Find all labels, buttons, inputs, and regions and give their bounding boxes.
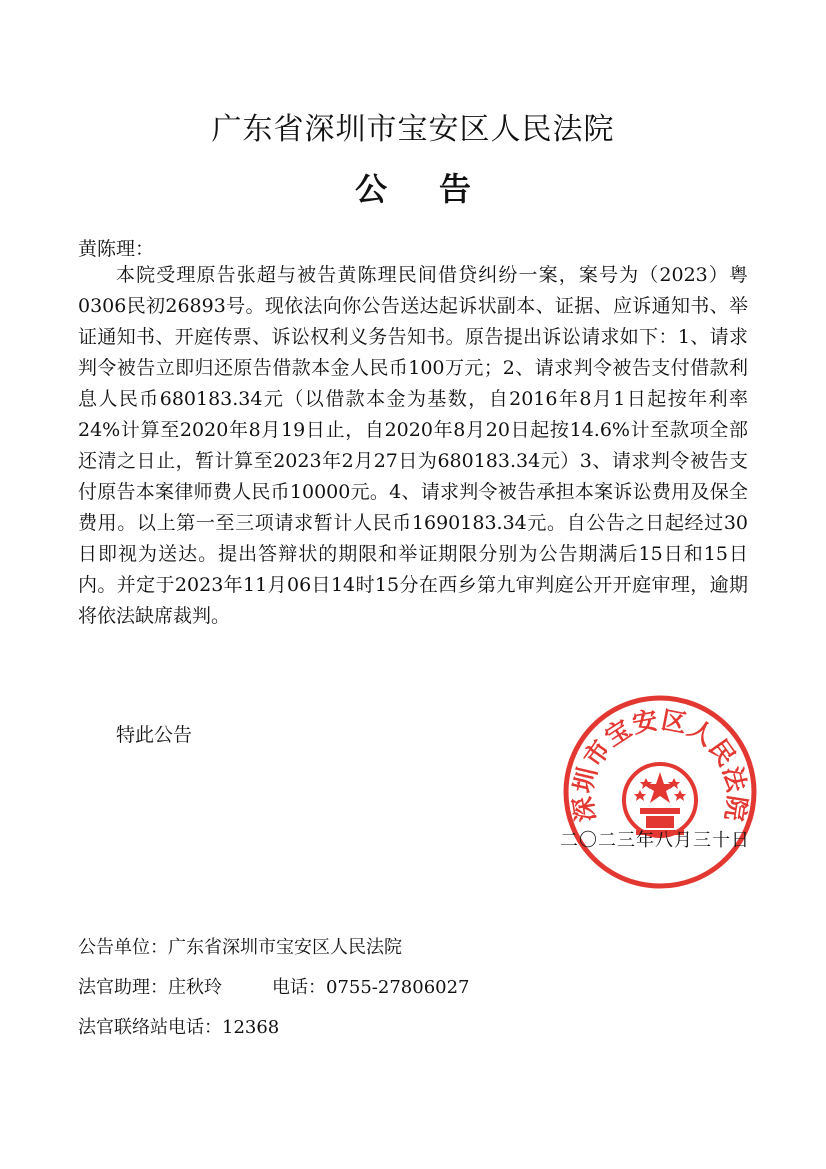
addressee: 黄陈理： — [78, 238, 155, 260]
assistant-contact-line — [78, 973, 470, 999]
notice-title-char-1: 公 — [354, 170, 387, 208]
notice-body: 本院受理原告张超与被告黄陈理民间借贷纠纷一案，案号为（2023）粤0306民初26893号。现依法向你公告送达起诉状副本、证据、应诉通知书、举证通知书、开庭传票、诉讼权利义务告知书。原告提出诉讼请求如下：1、请求判令被告立即归还原告借款本金人民币100万元；2、请求判令被告支付借款利息人民币680183.34元（以借款本金为基数，自2016年8月1日起按年利率24%计算至2020年8月19日止，自2020年8月20日起按14.6%计至款项全部还清之日止，暂计算至2023年2月27日为680183.34元）3、请求判令被告支付原告本案律师费人民币10000元。4、请求判令被告承担本案诉讼费用及保全费用。以上第一至三项请求暂计人民币1690183.34元。自公告之日起经过30日即视为送达。提出答辩状的期限和举证期限分别为公告期满后15日和15日内。并定于2023年11月06日14时15分在西乡第九审判庭公开开庭审理，逾期将依法缺席裁判。 — [78, 264, 748, 627]
notice-date: 二〇二三年八月三十日 — [560, 830, 750, 851]
notice-title — [0, 164, 826, 210]
assistant-phone: 电话：0755-27806027 — [272, 977, 470, 998]
publishing-unit: 公告单位：广东省深圳市宝安区人民法院 — [78, 937, 402, 958]
closing-phrase: 特此公告 — [116, 724, 193, 746]
seal-text: 深圳市宝安区人民法院 — [568, 705, 752, 824]
court-name-title: 广东省深圳市宝安区人民法院 — [211, 112, 615, 147]
court-seal-icon — [560, 692, 760, 892]
judge-assistant: 法官助理：庄秋玲 — [78, 977, 222, 998]
notice-title-char-2: 告 — [439, 170, 472, 208]
liaison-station-phone: 法官联络站电话：12368 — [78, 1017, 280, 1038]
